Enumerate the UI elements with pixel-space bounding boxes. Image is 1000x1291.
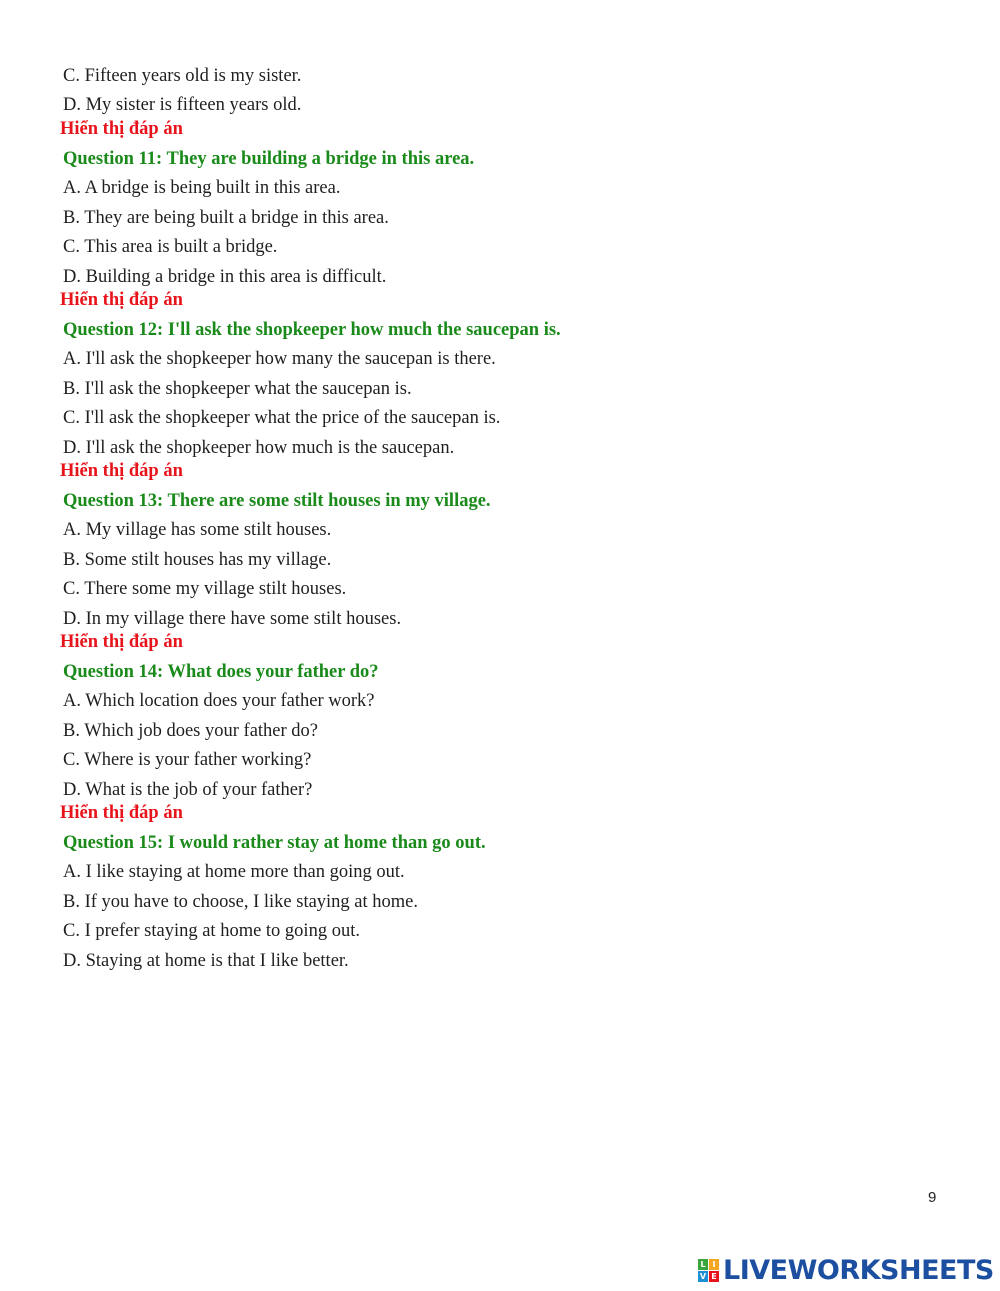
option-q14-c: C. Where is your father working? <box>63 750 312 770</box>
option-q12-d: D. I'll ask the shopkeeper how much is the saucepan. <box>63 438 455 458</box>
option-q11-a: A. A bridge is being built in this area. <box>63 178 341 198</box>
option-q13-c: C. There some my village stilt houses. <box>63 579 347 599</box>
question-12-title: Question 12: I'll ask the shopkeeper how much the saucepan is. <box>63 320 561 340</box>
option-q14-a: A. Which location does your father work? <box>63 691 375 711</box>
question-13-title: Question 13: There are some stilt houses in my village. <box>63 491 491 511</box>
liveworksheets-logo <box>698 1252 994 1288</box>
option-q10-c: C. Fifteen years old is my sister. <box>63 66 302 86</box>
show-answer-link-q14[interactable]: Hiển thị đáp án <box>60 803 183 823</box>
liveworksheets-logo-icon <box>698 1259 719 1282</box>
option-q15-a: A. I like staying at home more than going out. <box>63 862 405 882</box>
option-q12-b: B. I'll ask the shopkeeper what the saucepan is. <box>63 379 412 399</box>
question-11-title: Question 11: They are building a bridge in this area. <box>63 149 475 169</box>
question-15-title: Question 15: I would rather stay at home than go out. <box>63 833 486 853</box>
option-q15-c: C. I prefer staying at home to going out. <box>63 921 360 941</box>
show-answer-link-q12[interactable]: Hiển thị đáp án <box>60 461 183 481</box>
option-q13-b: B. Some stilt houses has my village. <box>63 550 332 570</box>
option-q13-d: D. In my village there have some stilt houses. <box>63 609 402 629</box>
liveworksheets-wordmark: LIVEWORKSHEETS <box>723 1254 994 1286</box>
option-q15-b: B. If you have to choose, I like staying at home. <box>63 892 419 912</box>
option-q11-c: C. This area is built a bridge. <box>63 237 278 257</box>
option-q13-a: A. My village has some stilt houses. <box>63 520 332 540</box>
option-q10-d: D. My sister is fifteen years old. <box>63 95 302 115</box>
logo-letter-l: L <box>698 1259 708 1270</box>
show-answer-link-q13[interactable]: Hiển thị đáp án <box>60 632 183 652</box>
question-14-title: Question 14: What does your father do? <box>63 662 379 682</box>
option-q11-b: B. They are being built a bridge in this area. <box>63 208 389 228</box>
page-number: 9 <box>928 1189 937 1206</box>
option-q11-d: D. Building a bridge in this area is difficult. <box>63 267 387 287</box>
option-q14-d: D. What is the job of your father? <box>63 780 313 800</box>
option-q15-d: D. Staying at home is that I like better. <box>63 951 349 971</box>
logo-letter-v: V <box>699 1271 707 1281</box>
option-q14-b: B. Which job does your father do? <box>63 721 318 741</box>
show-answer-link-q11[interactable]: Hiển thị đáp án <box>60 290 183 310</box>
option-q12-c: C. I'll ask the shopkeeper what the price of the saucepan is. <box>63 408 501 428</box>
option-q12-a: A. I'll ask the shopkeeper how many the saucepan is there. <box>63 349 496 369</box>
show-answer-link-q10[interactable]: Hiển thị đáp án <box>60 119 183 139</box>
logo-letter-e: E <box>709 1271 719 1282</box>
logo-letter-i: I <box>709 1259 719 1270</box>
